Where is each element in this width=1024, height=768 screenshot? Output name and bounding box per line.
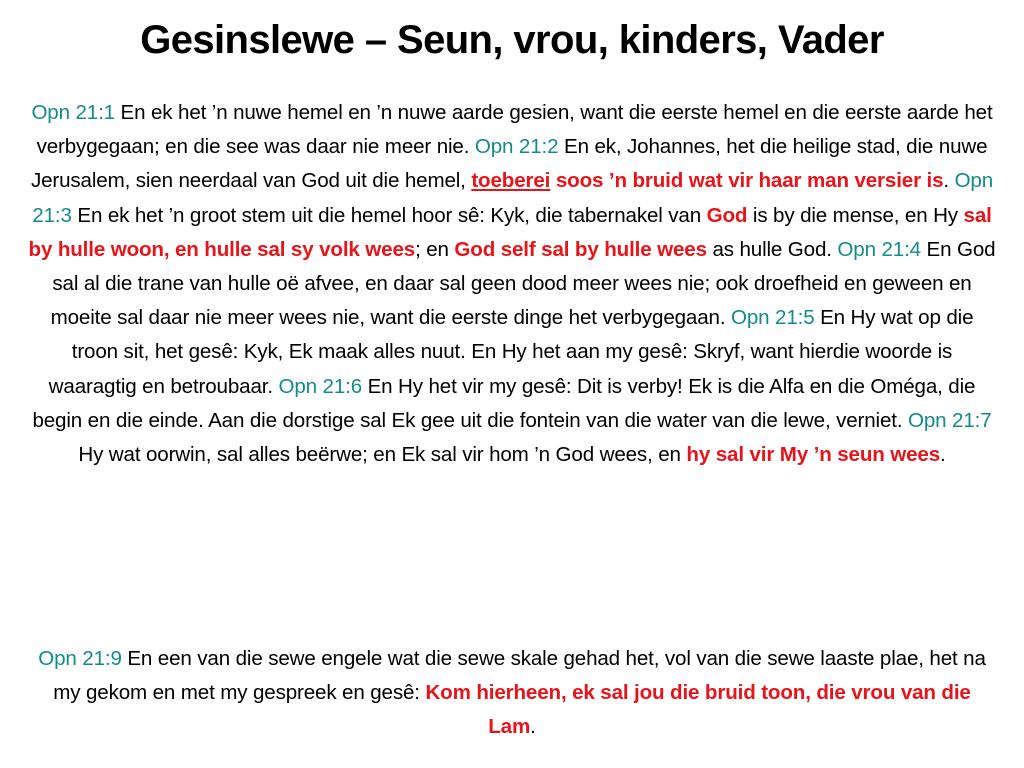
verse-text: ; en	[415, 237, 455, 261]
verse-text: as hulle God.	[706, 237, 838, 261]
scripture-passage-1	[28, 96, 996, 472]
verse-reference: Opn 21:5	[730, 306, 815, 330]
verse-text: .	[940, 443, 946, 467]
verse-reference: Opn 21:6	[278, 374, 363, 398]
verse-text: .	[943, 169, 955, 193]
verse-reference: Opn 21:9	[38, 647, 122, 670]
verse-text: En Hy wat op die troon sit, het gesê: Kyk, Ek maak alles nuut. En Hy het aan my gesê: Skryf, want hierdie woorde is waaragtig en betroubaar.	[48, 306, 974, 398]
verse-reference: Opn 21:2	[474, 135, 559, 159]
verse-text: En een van die sewe engele wat die sewe skale gehad het, vol van die sewe laaste plae, het na my gekom en met my gespreek en gesê:	[53, 647, 986, 705]
verse-reference: Opn 21:4	[837, 237, 921, 261]
verse-text: En ek het ’n nuwe hemel en ’n nuwe aarde gesien, want die eerste hemel en die eerste aarde het verbygegaan; en die see was daar nie meer nie.	[36, 101, 993, 159]
highlighted-text: God self sal by hulle wees	[454, 237, 707, 261]
highlighted-text: toeberei	[471, 169, 551, 193]
verse-reference: Opn 21:7	[908, 408, 992, 432]
verse-reference: Opn 21:3	[32, 169, 994, 227]
verse-text: Hy wat oorwin, sal alles beërwe; en Ek sal vir hom ’n God wees, en	[78, 443, 687, 467]
verse-text: En ek, Johannes, het die heilige stad, die nuwe Jerusalem, sien neerdaal van God uit die hemel,	[30, 135, 988, 193]
highlighted-text: God	[706, 203, 748, 227]
highlighted-text: soos ’n bruid wat vir haar man versier is	[550, 169, 944, 193]
highlighted-text: Kom hierheen, ek sal jou die bruid toon, die vrou van die Lam	[425, 681, 971, 739]
slide-title: Gesinslewe – Seun, vrou, kinders, Vader	[140, 18, 884, 62]
highlighted-text: sal by hulle woon, en hulle sal sy volk wees	[28, 203, 992, 261]
verse-text: is by die mense, en Hy	[747, 203, 964, 227]
verse-reference: Opn 21:1	[31, 101, 115, 124]
verse-text: En ek het ’n groot stem uit die hemel hoor sê: Kyk, die tabernakel van	[71, 203, 707, 227]
verse-text: .	[530, 715, 536, 739]
verse-text: En God sal al die trane van hulle oë afvee, en daar sal geen dood meer wees nie; ook droefheid en geween en moeite sal daar nie meer wees nie, want die eerste dinge het verbygegaan.	[50, 237, 996, 330]
scripture-passage-2	[28, 642, 996, 745]
verse-text: En Hy het vir my gesê: Dit is verby! Ek is die Alfa en die Oméga, die begin en die einde. Aan die dorstige sal Ek gee uit die fontein van die water van die lewe, verniet.	[32, 374, 976, 432]
highlighted-text: hy sal vir My ’n seun wees	[686, 443, 941, 467]
